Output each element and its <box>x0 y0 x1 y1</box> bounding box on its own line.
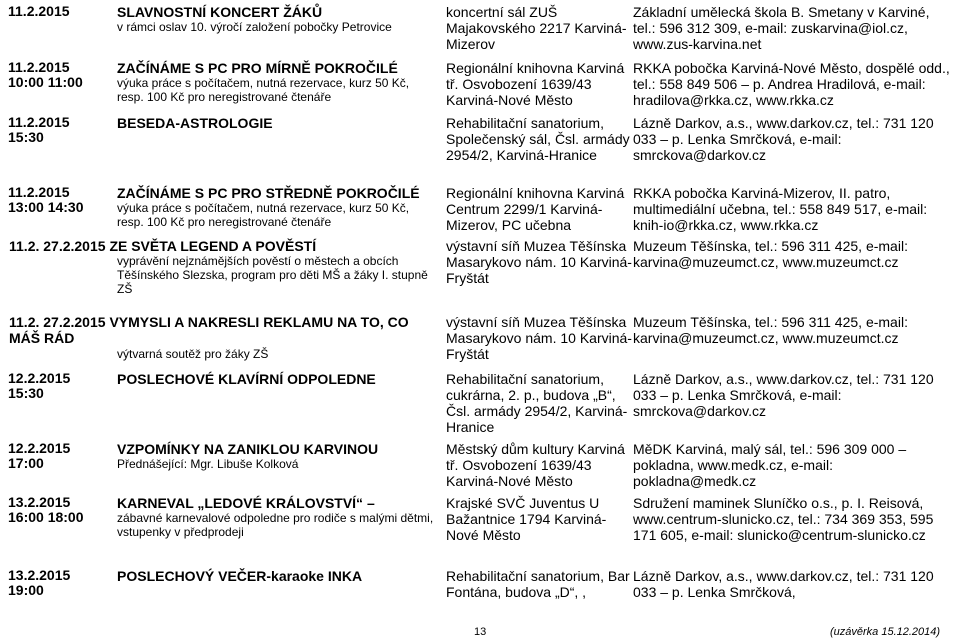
event-desc: výuka práce s počítačem, nutná rezervace, kurz 50 Kč, resp. 100 Kč pro neregistrované čtenáře <box>117 76 410 104</box>
event-desc: zábavné karnevalové odpoledne pro rodiče s malými dětmi, vstupenky v předprodeji <box>117 511 434 539</box>
event-venue: Regionální knihovna Karviná Centrum 2299/1 Karviná-Mizerov, PC učebna <box>446 185 625 233</box>
event-date: 12.2.2015 15:30 <box>8 370 71 401</box>
event-contact: Lázně Darkov, a.s., www.darkov.cz, tel.: 731 120 033 – p. Lenka Smrčková, <box>633 568 934 600</box>
event-date: 12.2.2015 17:00 <box>8 440 71 471</box>
event-desc: Přednášející: Mgr. Libuše Kolková <box>117 457 299 471</box>
event-date: 11.2.2015 13:00 14:30 <box>8 184 84 215</box>
event-contact: Lázně Darkov, a.s., www.darkov.cz, tel.: 731 120 033 – p. Lenka Smrčková, e-mail: smrckova@darkov.cz <box>633 371 934 419</box>
event-date: 13.2.2015 16:00 18:00 <box>8 494 84 525</box>
event-contact: Muzeum Těšínska, tel.: 596 311 425, e-mail: karvina@muzeumct.cz, www.muzeumct.cz <box>633 238 908 270</box>
event-contact: Muzeum Těšínska, tel.: 596 311 425, e-mail: karvina@muzeumct.cz, www.muzeumct.cz <box>633 314 908 346</box>
event-desc: výtvarná soutěž pro žáky ZŠ <box>117 347 269 361</box>
event-title: ZAČÍNÁME S PC PRO MÍRNĚ POKROČILÉ <box>117 60 398 76</box>
event-title: KARNEVAL „LEDOVÉ KRÁLOVSTVÍ“ – <box>117 495 375 511</box>
event-row <box>0 181 960 234</box>
event-contact: RKKA pobočka Karviná-Nové Město, dospělé odd., tel.: 558 849 506 – p. Andrea Hradilová, e-mail: hradilova@rkka.cz, www.rkka.cz <box>633 60 950 108</box>
event-date: 11.2.2015 <box>8 3 70 19</box>
event-row <box>0 367 960 437</box>
event-title: SLAVNOSTNÍ KONCERT ŽÁKŮ <box>117 4 323 20</box>
event-venue: koncertní sál ZUŠ Majakovského 2217 Karviná-Mizerov <box>446 4 627 52</box>
event-venue: Krajské SVČ Juventus U Bažantnice 1794 Karviná-Nové Město <box>446 495 607 543</box>
event-row <box>0 564 960 604</box>
event-date-title: 11.2. 27.2.2015 ZE SVĚTA LEGEND A POVĚSTÍ <box>9 238 317 254</box>
event-row <box>0 310 960 367</box>
event-row <box>0 491 960 564</box>
event-venue: Rehabilitační sanatorium, Bar Fontána, budova „D“, , <box>446 568 630 600</box>
event-title: ZAČÍNÁME S PC PRO STŘEDNĚ POKROČILÉ <box>117 185 420 201</box>
event-row <box>0 111 960 181</box>
event-date: 13.2.2015 19:00 <box>8 567 71 598</box>
event-row <box>0 0 960 56</box>
event-venue: výstavní síň Muzea Těšínska Masarykovo nám. 10 Karviná-Fryštát <box>446 314 632 362</box>
event-contact: RKKA pobočka Karviná-Mizerov, II. patro, multimediální učebna, tel.: 558 849 517, e-mail: knih-io@rkka.cz, www.rkka.cz <box>633 185 928 233</box>
event-contact: Sdružení maminek Sluníčko o.s., p. I. Reisová, www.centrum-slunicko.cz, tel.: 734 369 353, 595 171 605, e-mail: slunicko@centrum-slunicko.cz <box>633 495 934 543</box>
event-venue: Regionální knihovna Karviná tř. Osvobození 1639/43 Karviná-Nové Město <box>446 60 625 108</box>
event-date: 11.2.2015 15:30 <box>8 114 70 145</box>
event-contact: Lázně Darkov, a.s., www.darkov.cz, tel.: 731 120 033 – p. Lenka Smrčková, e-mail: smrckova@darkov.cz <box>633 115 934 163</box>
event-title: VZPOMÍNKY NA ZANIKLOU KARVINOU <box>117 441 379 457</box>
event-venue: Rehabilitační sanatorium, Společenský sál, Čsl. armády 2954/2, Karviná-Hranice <box>446 115 630 163</box>
event-title: POSLECHOVÉ KLAVÍRNÍ ODPOLEDNE <box>117 371 376 387</box>
event-desc: vyprávění nejznámějších pověstí o městech a obcích Těšínského Slezska, program pro děti MŠ a žáky I. stupně ZŠ <box>117 254 428 296</box>
event-row <box>0 437 960 491</box>
event-title: BESEDA-ASTROLOGIE <box>117 115 273 131</box>
event-row <box>0 234 960 310</box>
event-row <box>0 56 960 111</box>
deadline-note: (uzávěrka 15.12.2014) <box>830 626 941 638</box>
event-venue: Rehabilitační sanatorium, cukrárna, 2. p., budova „B“, Čsl. armády 2954/2, Karviná-Hranice <box>446 371 628 435</box>
event-desc: v rámci oslav 10. výročí založení pobočky Petrovice <box>117 20 392 34</box>
event-date: 11.2.2015 10:00 11:00 <box>8 59 83 90</box>
event-contact: Základní umělecká škola B. Smetany v Karviné, tel.: 596 312 309, e-mail: zuskarvina@iol.cz, www.zus-karvina.net <box>633 4 930 52</box>
page-number: 13 <box>474 626 487 638</box>
event-contact: MěDK Karviná, malý sál, tel.: 596 309 000 – pokladna, www.medk.cz, e-mail: pokladna@medk.cz <box>633 441 907 489</box>
event-date-title: 11.2. 27.2.2015 VYMYSLI A NAKRESLI REKLAMU NA TO, CO MÁŠ RÁD <box>9 314 409 346</box>
event-venue: Městský dům kultury Karviná tř. Osvobození 1639/43 Karviná-Nové Město <box>446 441 625 489</box>
event-title: POSLECHOVÝ VEČER-karaoke INKA <box>117 568 363 584</box>
event-venue: výstavní síň Muzea Těšínska Masarykovo nám. 10 Karviná-Fryštát <box>446 238 632 286</box>
event-desc: výuka práce s počítačem, nutná rezervace, kurz 50 Kč, resp. 100 Kč pro neregistrované čtenáře <box>117 201 410 229</box>
